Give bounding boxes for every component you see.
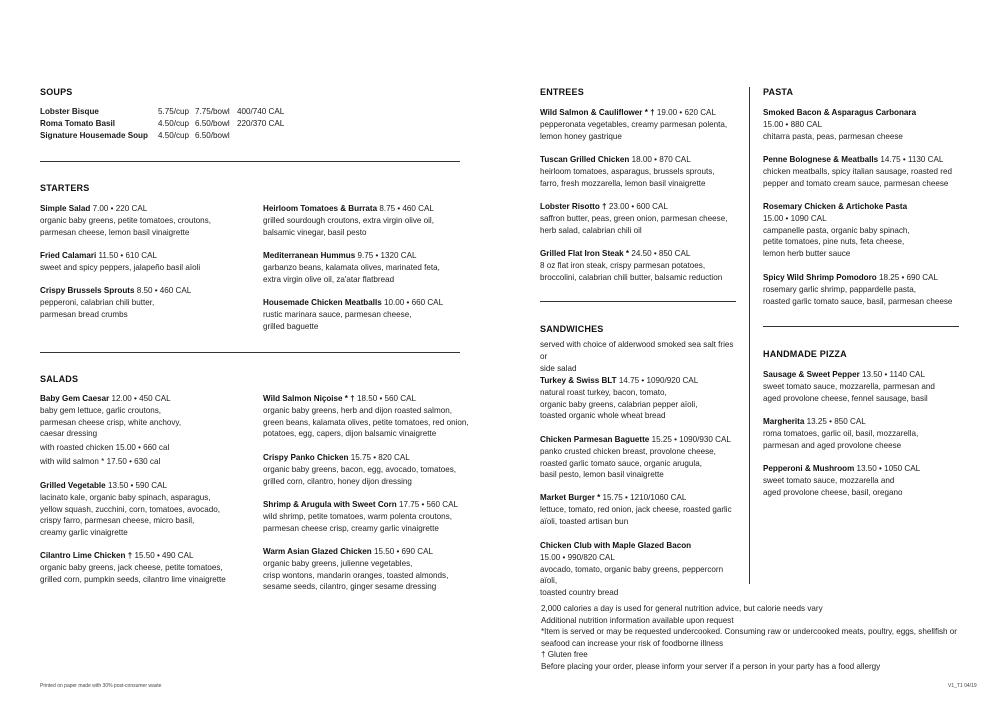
menu-item-description: pepperoni, calabrian chili butter, xyxy=(40,297,155,307)
sandwiches-intro: served with choice of alderwood smoked sea salt fries or side salad xyxy=(540,340,734,373)
menu-item-description: roasted garlic tomato sauce, organic arugula, xyxy=(540,458,702,468)
menu-item xyxy=(540,540,740,599)
menu-item-name: Crispy Panko Chicken xyxy=(263,453,349,462)
menu-item-description: grilled baguette xyxy=(263,321,319,331)
menu-item xyxy=(263,546,478,593)
menu-item xyxy=(763,463,963,498)
menu-item-header xyxy=(763,369,963,381)
menu-item-price: 15.75 • 820 CAL xyxy=(350,453,410,462)
menu-item-header xyxy=(763,272,963,284)
menu-item-name: Tuscan Grilled Chicken xyxy=(540,155,630,164)
menu-item-description: grilled corn, pumpkin seeds, cilantro lime vinaigrette xyxy=(40,574,226,584)
menu-item-header xyxy=(40,203,260,215)
soup-name: Lobster Bisque xyxy=(40,107,99,116)
nutrition-notes: 2,000 calories a day is used for general nutrition advice, but calorie needs vary Additional nutrition information available upon request *Item is served or may be requested undercooked. Consuming raw or undercooked meats, poultry, eggs, shellfish or seafood can increase your risk of foodborne illness † Gluten free Before placing your order, please inform your server if a person in your party has a food allergy xyxy=(541,604,957,671)
menu-item-description: green beans, kalamata olives, petite tomatoes, red onion, xyxy=(263,417,469,427)
menu-item-description: parmesan and aged provolone cheese xyxy=(763,440,902,450)
menu-item-description: parmesan cheese crisp, creamy garlic vinaigrette xyxy=(263,523,439,533)
menu-item-name: Margherita xyxy=(763,417,805,426)
menu-item-description: roasted garlic tomato sauce, basil, parmesan cheese xyxy=(763,296,953,306)
menu-item-name: Baby Gem Caesar xyxy=(40,394,110,403)
soup-name: Roma Tomato Basil xyxy=(40,119,115,128)
sandwiches-title: SANDWICHES xyxy=(540,324,604,334)
menu-item-description: lemon honey gastrique xyxy=(540,131,622,141)
menu-item xyxy=(540,248,740,283)
menu-item-price: 19.00 • 620 CAL xyxy=(656,108,716,117)
menu-item-name: Simple Salad xyxy=(40,204,91,213)
menu-item-name: Spicy Wild Shrimp Pomodoro xyxy=(763,273,877,282)
menu-item-description: lacinato kale, organic baby spinach, asparagus, xyxy=(40,492,211,502)
menu-item-description: rosemary garlic shrimp, pappardelle pasta, xyxy=(763,284,916,294)
menu-item-header xyxy=(263,546,478,558)
menu-item xyxy=(763,107,963,142)
menu-item xyxy=(763,272,963,307)
menu-item xyxy=(40,203,260,238)
menu-item-description: lemon herb butter sauce xyxy=(763,249,851,259)
menu-item xyxy=(540,154,740,189)
soup-cal: 400/740 CAL xyxy=(237,107,285,116)
menu-item-header xyxy=(263,250,483,262)
menu-item-header xyxy=(540,154,740,166)
menu-item-addon: with wild salmon * 17.50 • 630 cal xyxy=(40,456,161,466)
menu-item-header xyxy=(40,480,255,492)
menu-item-description: lettuce, tomato, red onion, jack cheese, roasted garlic xyxy=(540,504,732,514)
menu-item xyxy=(263,393,483,440)
menu-item-header xyxy=(263,499,478,511)
menu-item xyxy=(40,393,255,468)
menu-item-name: Grilled Vegetable xyxy=(40,481,106,490)
menu-item-description: broccolini, calabrian chili butter, balsamic reduction xyxy=(540,272,723,282)
menu-item-name: Turkey & Swiss BLT xyxy=(540,376,617,385)
menu-item xyxy=(263,250,483,285)
menu-item-price: 8.50 • 460 CAL xyxy=(136,286,192,295)
menu-item-description: organic baby greens, jack cheese, petite tomatoes, xyxy=(40,562,223,572)
menu-item-description: campanelle pasta, organic baby spinach, xyxy=(763,225,910,235)
menu-item-description: aged provolone cheese, basil, oregano xyxy=(763,487,903,497)
soup-row xyxy=(40,106,340,118)
menu-item-description: organic baby greens, petite tomatoes, croutons, xyxy=(40,215,211,225)
pasta-title: PASTA xyxy=(763,87,794,97)
menu-item-description: chitarra pasta, peas, parmesan cheese xyxy=(763,131,903,141)
menu-item-price: 7.00 • 220 CAL xyxy=(92,204,148,213)
menu-item xyxy=(40,285,260,320)
menu-item-name: Chicken Parmesan Baguette xyxy=(540,435,650,444)
menu-item xyxy=(540,492,740,527)
menu-item-description: aïoli, toasted artisan bun xyxy=(540,516,629,526)
menu-item-price: 13.50 • 590 CAL xyxy=(107,481,168,490)
menu-item-description: toasted organic whole wheat bread xyxy=(540,411,666,421)
soup-bowl: 6.50/bowl xyxy=(195,131,230,140)
menu-item-description: avocado, tomato, organic baby greens, peppercorn aïoli, xyxy=(540,564,724,586)
menu-item xyxy=(763,154,963,189)
menu-item xyxy=(540,107,740,142)
menu-item-price: 18.25 • 690 CAL xyxy=(878,273,939,282)
menu-item-description: wild shrimp, petite tomatoes, warm polenta croutons, xyxy=(263,511,452,521)
paper-note: Printed on paper made with 30% post-consumer waste xyxy=(40,683,162,689)
menu-item-description: potatoes, egg, capers, dijon balsamic vinaigrette xyxy=(263,429,437,439)
menu-item-description: sweet tomato sauce, mozzarella, parmesan and xyxy=(763,381,935,391)
menu-item-description: balsamic vinegar, basil pesto xyxy=(263,227,367,237)
pizza-title: HANDMADE PIZZA xyxy=(763,349,847,359)
soup-cup: 4.50/cup xyxy=(158,119,190,128)
menu-item-price: 13.25 • 850 CAL xyxy=(806,417,866,426)
menu-item-header xyxy=(763,463,963,475)
menu-item-name: Pepperoni & Mushroom xyxy=(763,464,855,473)
menu-item-description: grilled corn, cilantro, honey dijon dressing xyxy=(263,476,412,486)
menu-item-description: 8 oz flat iron steak, crispy parmesan potatoes, xyxy=(540,260,706,270)
menu-item xyxy=(263,297,483,332)
menu-item-name: Grilled Flat Iron Steak * xyxy=(540,249,630,258)
menu-item-header xyxy=(263,297,483,309)
menu-item-name: Fried Calamari xyxy=(40,251,97,260)
menu-item-price: 11.50 • 610 CAL xyxy=(98,251,157,260)
soup-cal: 220/370 CAL xyxy=(237,119,285,128)
salads-title: SALADS xyxy=(40,374,79,384)
menu-item-name: Market Burger * xyxy=(540,493,601,502)
menu-item-description: organic baby greens, bacon, egg, avocado, tomatoes, xyxy=(263,464,457,474)
menu-item-description: sweet and spicy peppers, jalapeño basil aïoli xyxy=(40,262,201,272)
menu-item xyxy=(263,452,478,487)
menu-item-header xyxy=(263,203,483,215)
menu-item-header xyxy=(263,452,478,464)
menu-item-description: panko crusted chicken breast, provolone cheese, xyxy=(540,446,716,456)
menu-item-price: 14.75 • 1130 CAL xyxy=(880,155,944,164)
menu-item xyxy=(540,434,740,481)
menu-item-header xyxy=(763,154,963,166)
menu-item-price: 12.00 • 450 CAL xyxy=(111,394,171,403)
menu-item-price: 13.50 • 1050 CAL xyxy=(856,464,921,473)
soup-cup: 4.50/cup xyxy=(158,131,190,140)
divider xyxy=(40,352,460,353)
menu-item-description: sweet tomato sauce, mozzarella and xyxy=(763,475,895,485)
menu-item-price: 14.75 • 1090/920 CAL xyxy=(618,376,699,385)
menu-item-description: pepper and tomato cream sauce, parmesan cheese xyxy=(763,178,949,188)
menu-item-description: sesame seeds, cilantro, ginger sesame dressing xyxy=(263,582,437,592)
menu-item-name: Mediterranean Hummus xyxy=(263,251,356,260)
soup-cup: 5.75/cup xyxy=(158,107,190,116)
menu-item-description: saffron butter, peas, green onion, parmesan cheese, xyxy=(540,213,728,223)
menu-item-price: 15.75 • 1210/1060 CAL xyxy=(602,493,687,502)
menu-item-header xyxy=(263,393,483,405)
menu-item-header xyxy=(763,107,963,131)
column-divider xyxy=(749,87,750,584)
menu-item xyxy=(763,201,963,260)
menu-item-name: Wild Salmon Niçoise * † xyxy=(263,394,355,403)
menu-item-description: rustic marinara sauce, parmesan cheese, xyxy=(263,309,412,319)
menu-item xyxy=(263,499,478,534)
menu-item-description: garbanzo beans, kalamata olives, marinated feta, xyxy=(263,262,440,272)
menu-item-header xyxy=(540,107,740,119)
menu-item-description: organic baby greens, julienne vegetables, xyxy=(263,558,413,568)
soup-bowl: 6.50/bowl xyxy=(195,119,230,128)
divider xyxy=(540,301,736,302)
menu-item xyxy=(763,369,963,404)
menu-item-price: 8.75 • 460 CAL xyxy=(379,204,434,213)
menu-item xyxy=(263,203,483,238)
menu-item-name: Heirloom Tomatoes & Burrata xyxy=(263,204,378,213)
menu-item-price: 18.00 • 870 CAL xyxy=(631,155,691,164)
menu-item-description: crisp wontons, mandarin oranges, toasted almonds, xyxy=(263,570,449,580)
menu-item-name: Lobster Risotto † xyxy=(540,202,607,211)
menu-item-name: Chicken Club with Maple Glazed Bacon xyxy=(540,541,692,550)
menu-item-description: parmesan cheese crisp, white anchovy, xyxy=(40,417,182,427)
menu-item-description: creamy garlic vinaigrette xyxy=(40,528,128,538)
menu-item xyxy=(540,375,740,422)
menu-item-description: toasted country bread xyxy=(540,588,619,598)
menu-item-description: crispy farro, parmesan cheese, micro basil, xyxy=(40,516,195,526)
menu-item-header xyxy=(763,416,963,428)
menu-item-price: 15.50 • 490 CAL xyxy=(134,551,194,560)
menu-item-name: Warm Asian Glazed Chicken xyxy=(263,547,372,556)
menu-item-description: basil pesto, lemon basil vinaigrette xyxy=(540,470,664,480)
menu-item-price: 17.75 • 560 CAL xyxy=(398,500,459,509)
menu-item-header xyxy=(540,434,740,446)
menu-item xyxy=(40,550,255,585)
menu-item-price: 15.00 • 990/820 CAL xyxy=(540,552,615,562)
menu-item-description: baby gem lettuce, garlic croutons, xyxy=(40,405,162,415)
menu-item-description: organic baby greens, herb and dijon roasted salmon, xyxy=(263,405,452,415)
menu-item-price: 15.00 • 880 CAL xyxy=(763,119,823,129)
menu-item-price: 13.50 • 1140 CAL xyxy=(861,370,925,379)
menu-item-name: Shrimp & Arugula with Sweet Corn xyxy=(263,500,397,509)
menu-item-description: yellow squash, zucchini, corn, tomatoes, avocado, xyxy=(40,504,220,514)
menu-item-description: organic baby greens, calabrian pepper aïoli, xyxy=(540,399,698,409)
menu-item-name: Penne Bolognese & Meatballs xyxy=(763,155,879,164)
menu-item-price: 15.00 • 1090 CAL xyxy=(763,213,827,223)
menu-item-description: roma tomatoes, garlic oil, basil, mozzarella, xyxy=(763,428,919,438)
menu-item-description: heirloom tomatoes, asparagus, brussels sprouts, xyxy=(540,166,715,176)
menu-item-header xyxy=(540,540,740,564)
divider xyxy=(40,161,460,162)
menu-item-name: Cilantro Lime Chicken † xyxy=(40,551,133,560)
menu-item-description: parmesan bread crumbs xyxy=(40,309,128,319)
soup-name: Signature Housemade Soup xyxy=(40,131,148,140)
menu-item-description: aged provolone cheese, fennel sausage, basil xyxy=(763,393,928,403)
menu-item-header xyxy=(40,250,260,262)
menu-item-header xyxy=(540,201,740,213)
starters-title: STARTERS xyxy=(40,183,90,193)
soup-bowl: 7.75/bowl xyxy=(195,107,230,116)
soups-title: SOUPS xyxy=(40,87,73,97)
menu-item-price: 18.50 • 560 CAL xyxy=(356,394,417,403)
menu-item-description: extra virgin olive oil, za'atar flatbread xyxy=(263,274,395,284)
menu-item-description: herb salad, calabrian chili oil xyxy=(540,225,642,235)
menu-item-price: 23.00 • 600 CAL xyxy=(608,202,668,211)
menu-item-price: 15.25 • 1090/930 CAL xyxy=(651,435,731,444)
menu-item-price: 24.50 • 850 CAL xyxy=(631,249,691,258)
menu-item-name: Housemade Chicken Meatballs xyxy=(263,298,382,307)
menu-item xyxy=(40,250,260,274)
soup-row xyxy=(40,118,340,130)
menu-item-description: grilled sourdough croutons, extra virgin olive oil, xyxy=(263,215,434,225)
menu-item-description: parmesan cheese, lemon basil vinaigrette xyxy=(40,227,190,237)
menu-item-header xyxy=(763,201,963,225)
menu-item-header xyxy=(540,492,740,504)
menu-item-price: 15.50 • 690 CAL xyxy=(373,547,434,556)
menu-item-name: Wild Salmon & Cauliflower * † xyxy=(540,108,655,117)
menu-item-header xyxy=(540,375,740,387)
menu-item-header xyxy=(40,393,255,405)
menu-item-header xyxy=(540,248,740,260)
menu-item-description: petite tomatoes, pine nuts, feta cheese, xyxy=(763,237,905,247)
menu-item-description: chicken meatballs, spicy italian sausage, roasted red xyxy=(763,166,952,176)
version-label: V1_T1 04/19 xyxy=(948,683,977,689)
menu-item-name: Sausage & Sweet Pepper xyxy=(763,370,860,379)
menu-item-description: natural roast turkey, bacon, tomato, xyxy=(540,387,667,397)
menu-item-header xyxy=(40,285,260,297)
menu-item xyxy=(763,416,963,451)
menu-item-description: caesar dressing xyxy=(40,429,98,439)
menu-item xyxy=(540,201,740,236)
menu-item-name: Crispy Brussels Sprouts xyxy=(40,286,135,295)
menu-item-description: farro, fresh mozzarella, lemon basil vinaigrette xyxy=(540,178,706,188)
menu-item-addon: with roasted chicken 15.00 • 660 cal xyxy=(40,443,170,453)
menu-item-description: pepperonata vegetables, creamy parmesan polenta, xyxy=(540,119,728,129)
menu-item-name: Rosemary Chicken & Artichoke Pasta xyxy=(763,202,908,211)
soup-row xyxy=(40,130,340,142)
menu-item-price: 10.00 • 660 CAL xyxy=(384,298,444,307)
divider xyxy=(763,326,959,327)
entrees-title: ENTREES xyxy=(540,87,584,97)
menu-item xyxy=(40,480,255,539)
menu-item-header xyxy=(40,550,255,562)
menu-item-name: Smoked Bacon & Asparagus Carbonara xyxy=(763,108,917,117)
menu-item-price: 9.75 • 1320 CAL xyxy=(357,251,417,260)
